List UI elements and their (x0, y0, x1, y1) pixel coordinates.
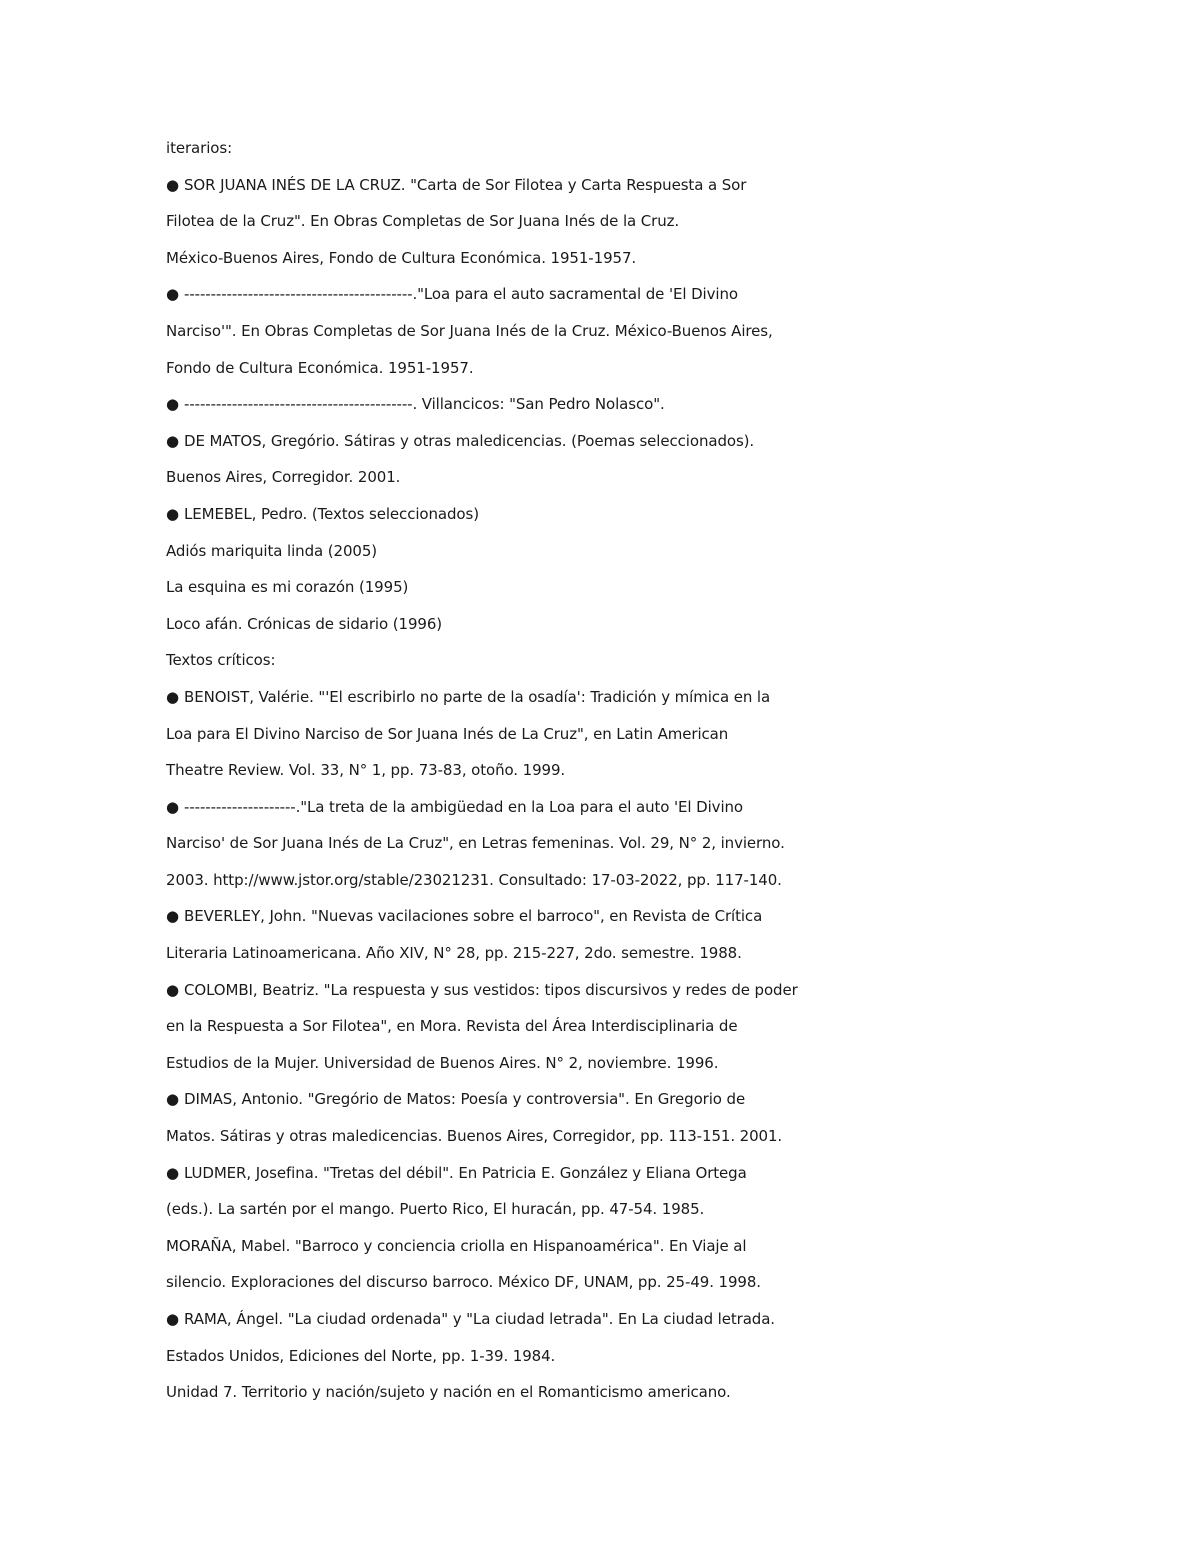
line-text: en la Respuesta a Sor Filotea", en Mora. Revista del Área Interdisciplinaria de (166, 1017, 738, 1036)
line-text: Loco afán. Crónicas de sidario (1996) (166, 614, 443, 633)
text-line (166, 313, 856, 350)
bullet-icon: ● (166, 285, 179, 304)
bullet-icon: ● (166, 395, 179, 414)
line-text: LEMEBEL, Pedro. (Textos seleccionados) (184, 504, 479, 523)
line-text: Literaria Latinoamericana. Año XIV, N° 28, pp. 215-227, 2do. semestre. 1988. (166, 944, 742, 963)
line-text: Estados Unidos, Ediciones del Norte, pp. 1-39. 1984. (166, 1346, 556, 1365)
bullet-icon: ● (166, 980, 179, 999)
line-text: SOR JUANA INÉS DE LA CRUZ. "Carta de Sor Filotea y Carta Respuesta a Sor (184, 175, 747, 194)
text-line (166, 533, 856, 570)
line-text: ---------------------."La treta de la ambigüedad en la Loa para el auto 'El Divino (184, 797, 744, 816)
line-text: BEVERLEY, John. "Nuevas vacilaciones sobre el barroco", en Revista de Crítica (184, 907, 763, 926)
bullet-line (166, 386, 856, 423)
bullet-line (166, 789, 856, 826)
line-text: La esquina es mi corazón (1995) (166, 578, 409, 597)
bullet-line (166, 1081, 856, 1118)
line-text: Loa para El Divino Narciso de Sor Juana Inés de La Cruz", en Latin American (166, 724, 729, 743)
line-text: México-Buenos Aires, Fondo de Cultura Económica. 1951-1957. (166, 248, 637, 267)
bullet-line (166, 1301, 856, 1338)
line-text: Matos. Sátiras y otras maledicencias. Buenos Aires, Corregidor, pp. 113-151. 2001. (166, 1127, 783, 1146)
text-line (166, 862, 856, 899)
text-line (166, 1228, 856, 1265)
text-line (166, 1045, 856, 1082)
text-line (166, 130, 856, 167)
line-text: Filotea de la Cruz". En Obras Completas de Sor Juana Inés de la Cruz. (166, 212, 680, 231)
text-line (166, 1374, 856, 1411)
bullet-icon: ● (166, 687, 179, 706)
text-line (166, 569, 856, 606)
text-line (166, 1191, 856, 1228)
line-text: -------------------------------------------."Loa para el auto sacramental de 'El Divino (184, 285, 738, 304)
line-text: MORAÑA, Mabel. "Barroco y conciencia criolla en Hispanoamérica". En Viaje al (166, 1236, 747, 1255)
text-line (166, 1118, 856, 1155)
line-text: DE MATOS, Gregório. Sátiras y otras maledicencias. (Poemas seleccionados). (184, 431, 755, 450)
text-line (166, 350, 856, 387)
text-line (166, 825, 856, 862)
line-text: BENOIST, Valérie. "'El escribirlo no parte de la osadía': Tradición y mímica en la (184, 687, 771, 706)
bullet-line (166, 496, 856, 533)
bullet-icon: ● (166, 175, 179, 194)
line-text: 2003. http://www.jstor.org/stable/23021231. Consultado: 17-03-2022, pp. 117-140. (166, 870, 782, 889)
bullet-line (166, 898, 856, 935)
bullet-icon: ● (166, 1163, 179, 1182)
line-text: Narciso'". En Obras Completas de Sor Juana Inés de la Cruz. México-Buenos Aires, (166, 321, 773, 340)
line-text: RAMA, Ángel. "La ciudad ordenada" y "La ciudad letrada". En La ciudad letrada. (184, 1310, 775, 1328)
bullet-line (166, 972, 856, 1009)
text-line (166, 752, 856, 789)
text-line (166, 1008, 856, 1045)
line-text: iterarios: (166, 139, 233, 157)
line-text: Estudios de la Mujer. Universidad de Buenos Aires. N° 2, noviembre. 1996. (166, 1053, 719, 1072)
line-text: Narciso' de Sor Juana Inés de La Cruz", en Letras femeninas. Vol. 29, N° 2, invierno. (166, 834, 785, 853)
bullet-icon: ● (166, 1090, 179, 1109)
text-line (166, 606, 856, 643)
line-text: Buenos Aires, Corregidor. 2001. (166, 468, 401, 487)
bullet-line (166, 276, 856, 313)
line-text: DIMAS, Antonio. "Gregório de Matos: Poesía y controversia". En Gregorio de (184, 1090, 746, 1109)
text-line (166, 203, 856, 240)
text-line (166, 642, 856, 679)
bullet-icon: ● (166, 797, 179, 816)
bullet-icon: ● (166, 504, 179, 523)
bullet-line (166, 679, 856, 716)
bibliography-text (166, 130, 856, 1411)
line-text: (eds.). La sartén por el mango. Puerto Rico, El huracán, pp. 47-54. 1985. (166, 1200, 705, 1219)
text-line (166, 459, 856, 496)
line-text: Textos críticos: (166, 651, 276, 670)
text-line (166, 240, 856, 277)
bullet-line (166, 1155, 856, 1192)
line-text: silencio. Exploraciones del discurso barroco. México DF, UNAM, pp. 25-49. 1998. (166, 1273, 761, 1292)
text-line (166, 716, 856, 753)
bullet-line (166, 423, 856, 460)
text-line (166, 1264, 856, 1301)
line-text: Fondo de Cultura Económica. 1951-1957. (166, 358, 474, 377)
text-line (166, 935, 856, 972)
bullet-line (166, 167, 856, 204)
line-text: Adiós mariquita linda (2005) (166, 541, 378, 560)
bullet-icon: ● (166, 1310, 179, 1328)
line-text: Theatre Review. Vol. 33, N° 1, pp. 73-83, otoño. 1999. (166, 761, 566, 780)
line-text: COLOMBI, Beatriz. "La respuesta y sus vestidos: tipos discursivos y redes de poder (184, 980, 798, 999)
text-line (166, 1338, 856, 1375)
line-text: -------------------------------------------. Villancicos: "San Pedro Nolasco". (184, 395, 665, 414)
line-text: LUDMER, Josefina. "Tretas del débil". En Patricia E. González y Eliana Ortega (184, 1163, 747, 1182)
bullet-icon: ● (166, 907, 179, 926)
line-text: Unidad 7. Territorio y nación/sujeto y nación en el Romanticismo americano. (166, 1383, 731, 1402)
bullet-icon: ● (166, 431, 179, 450)
